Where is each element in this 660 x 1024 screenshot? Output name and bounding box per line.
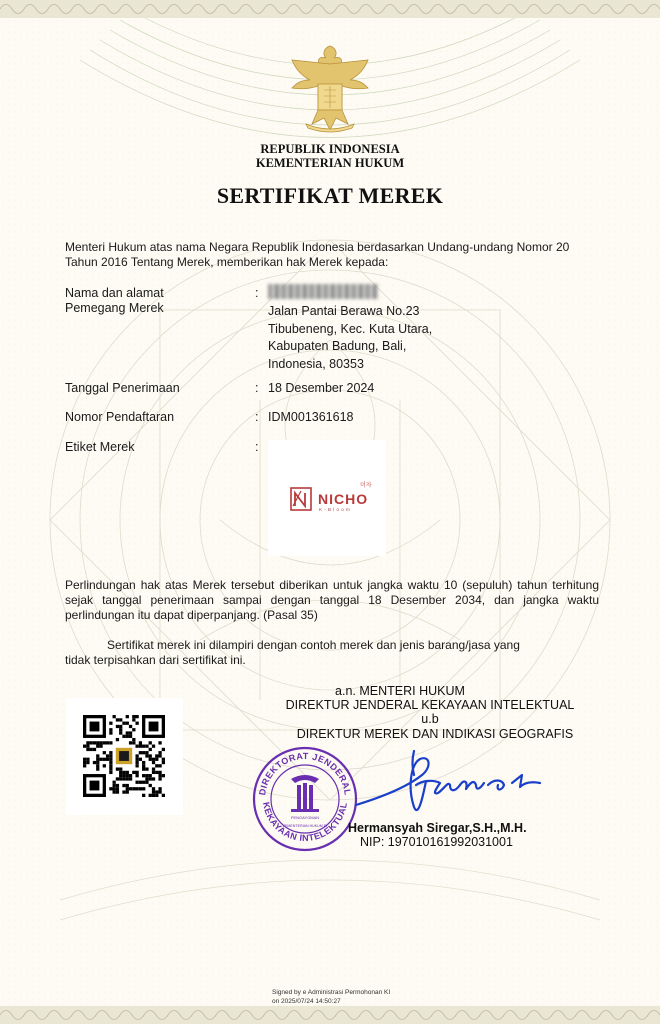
mark-label: Etiket Merek [65, 440, 135, 454]
brand-subtitle: K - B l o o m [319, 507, 351, 512]
date-colon: : [255, 381, 259, 395]
signatory-line2: DIREKTUR JENDERAL KEKAYAAN INTELEKTUAL [285, 698, 575, 712]
stamp-bottom-text: KEKAYAAN INTELEKTUAL [261, 801, 349, 844]
country-heading: REPUBLIK INDONESIA [260, 142, 400, 156]
registration-value: IDM001361618 [268, 410, 354, 424]
handwritten-signature [352, 745, 552, 820]
ministry-heading: KEMENTERIAN HUKUM [255, 156, 405, 170]
protection-text: Perlindungan hak atas Merek tersebut diberikan untuk jangka waktu 10 (sepuluh) tahun terhitung sejak tanggal penerimaan sampai dengan tanggal 18 Desember 2034, dan jangka waktu perlindungan itu dapat diperpanjang. (Pasal 35) [65, 578, 599, 622]
garuda-emblem-icon [282, 40, 378, 136]
qr-code [66, 698, 183, 815]
e-signature-note-line2: on 2025/07/24 14:50:27 [272, 998, 341, 1005]
holder-label-line1: Nama dan alamat [65, 286, 164, 300]
date-value: 18 Desember 2024 [268, 381, 375, 395]
brand-korean-text: 미자 [360, 483, 372, 489]
holder-address-line2: Tibubeneng, Kec. Kuta Utara, [268, 321, 433, 336]
registration-label: Nomor Pendaftaran [65, 410, 175, 424]
signatory-line3: u.b [421, 712, 439, 726]
signatory-name: Hermansyah Siregar,S.H.,M.H. [348, 821, 527, 835]
holder-address-line4: Indonesia, 80353 [268, 356, 364, 371]
mark-colon: : [255, 440, 259, 454]
redacted-holder-name [268, 284, 378, 299]
holder-label-line2: Pemegang Merek [65, 301, 164, 315]
registration-colon: : [255, 410, 259, 424]
official-stamp-icon [251, 745, 359, 853]
brand-name: NICHO [318, 491, 369, 507]
bottom-border [0, 1006, 660, 1024]
signatory-line1: a.n. MENTERI HUKUM [335, 684, 465, 698]
stamp-top-text: DIREKTORAT JENDERAL [257, 750, 353, 796]
holder-colon: : [255, 286, 259, 300]
e-signature-note-line1: Signed by e Administrasi Permohonan KI [272, 989, 391, 996]
nicho-logo-mark-icon [290, 487, 312, 511]
page-title: SERTIFIKAT MEREK [216, 183, 444, 208]
stamp-small-text: PENGAYOMAN [290, 815, 320, 820]
intro-text: Menteri Hukum atas nama Negara Republik Indonesia berdasarkan Undang-undang Nomor 20 Tahun 2016 Tentang Merek, memberikan hak Merek kepada: [65, 240, 570, 269]
signatory-line4: DIREKTUR MEREK DAN INDIKASI GEOGRAFIS [296, 727, 574, 741]
date-label: Tanggal Penerimaan [65, 381, 180, 395]
top-border [0, 0, 660, 18]
holder-address-line3: Kabupaten Badung, Bali, [268, 339, 407, 353]
stamp-inner-text: KEMENTERIAN HUKUM RI [282, 824, 328, 828]
attachment-text: Sertifikat merek ini dilampiri dengan contoh merek dan jenis barang/jasa yang tidak terpisahkan dari sertifikat ini. [65, 638, 520, 667]
qr-code-icon [83, 715, 165, 797]
signatory-nip: NIP: 197010161992031001 [360, 835, 513, 849]
trademark-logo [268, 440, 386, 556]
holder-address-line1: Jalan Pantai Berawa No.23 [268, 304, 420, 318]
